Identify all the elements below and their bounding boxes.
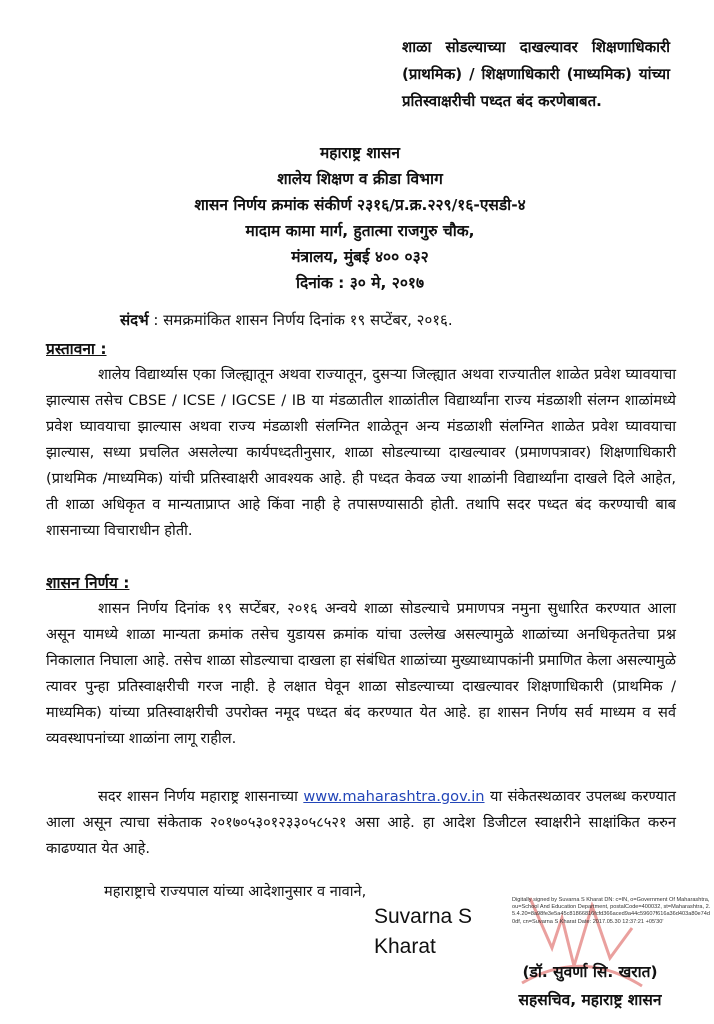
decision-para1-text: शासन निर्णय दिनांक १९ सप्टेंबर, २०१६ अन्वये शाळा सोडल्याचे प्रमाणपत्र नमुना सुधारित करण्यात आला असून यामध्ये शाळा मान्यता क्रमांक तसेच युडायस क्रमांक यांचा उल्लेख असल्यामुळे शाळांच्या अनधिकृततेचा प्रश्न निकालात निघाला आहे. तसेच शाळा सोडल्याचा दाखला हा संबंधित शाळांच्या मुख्याध्यापकांनी प्रमाणित केला असल्यामुळे त्यावर पुन्हा प्रतिस्वाक्षरीची गरज नाही. हे लक्षात घेवून शाळा सोडल्याच्या दाखल्यावर शिक्षणाधिकारी (प्राथमिक / माध्यमिक) यांच्या प्रतिस्वाक्षरीची उपरोक्त नमूद पध्दत बंद करण्यात येत आहे. हा शासन निर्णय सर्व माध्यम व सर्व व्यवस्थापनांच्या शाळांना लागू राहील. [46,600,676,747]
digital-signature-details: Digitally signed by Suvarna S Kharat DN: c=IN, o=Government Of Maharashtra, ou=School And Education Department, postalCode=400032, st=Maharashtra, 2.5.4.20=8a98fe3e5a45c81866816fcfd366aced9a44c59607f616a36d403a80e74d0df, cn=Suvarna S Kharat Date: 2017.05.30 12:37:21 +05'30' [512,897,711,925]
reference-text: : समक्रमांकित शासन निर्णय दिनांक १९ सप्टेंबर, २०१६. [148,311,453,329]
officer-designation: सहसचिव, महाराष्ट्र शासन [518,991,662,1009]
decision-paragraph-1 [46,596,676,752]
document-header [60,140,660,296]
officer-name: (डॉ. सुवर्णा सि. खरात) [522,963,658,981]
signature-name [374,902,472,962]
address-line-1: मादाम कामा मार्ग, हुतात्मा राजगुरु चौक, [245,222,475,240]
government-name: महाराष्ट्र शासन [320,144,400,162]
preamble-heading: प्रस्तावना : [46,340,107,358]
preamble-text: शालेय विद्यार्थ्यास एका जिल्ह्यातून अथवा राज्यातून, दुसऱ्या जिल्ह्यात अथवा राज्यातील शाळेत प्रवेश घ्यावयाचा झाल्यास तसेच CBSE / ICSE / IGCSE / IB या मंडळातील शाळांतील विद्यार्थ्यांना राज्य मंडळाशी संलग्न शाळांमध्ये प्रवेश घ्यावयाचा झाल्यास अथवा राज्य मंडळाशी संलग्नित शाळेतून अन्य मंडळाशी संलग्नित शाळेत प्रवेश घ्यावयाचा झाल्यास, सध्या प्रचलित असलेल्या कार्यपध्दतीनुसार, शाळा सोडल्याच्या दाखल्यावर (प्रमाणपत्रावर) शिक्षणाधिकारी (प्राथमिक /माध्यमिक) यांची प्रतिस्वाक्षरी आवश्यक आहे. ही पध्दत केवळ ज्या शाळांनी विद्यार्थ्यांना दाखले दिले आहेत, ती शाळा अधिकृत व मान्यताप्राप्त आहे किंवा नाही हे तपासण्यासाठी होती. तथापि सदर पध्दत बंद करण्याची बाब शासनाच्या विचाराधीन होती. [46,366,676,539]
closing-line: महाराष्ट्राचे राज्यपाल यांच्या आदेशानुसार व नावाने, [104,883,367,900]
website-link[interactable]: www.maharashtra.gov.in [303,788,485,805]
date-line: दिनांक : ३० मे, २०१७ [295,274,425,292]
decision-para2-before: सदर शासन निर्णय महाराष्ट्र शासनाच्या [98,788,304,805]
officer-block [490,958,690,1014]
signature-name-line-2: Kharat [374,935,436,958]
address-line-2: मंत्रालय, मुंबई ४०० ०३२ [291,248,429,266]
reference-label: संदर्भ [120,311,149,329]
reference-line [120,308,680,332]
preamble-paragraph [46,362,676,544]
decision-paragraph-2 [46,784,676,862]
signature-name-line-1: Suvarna S [374,905,473,928]
decision-heading: शासन निर्णय : [46,574,130,592]
gr-number: शासन निर्णय क्रमांक संकीर्ण २३१६/प्र.क्र.२२९/१६-एसडी-४ [194,196,526,214]
decision-para2-after: या संकेतस्थळावर उपलब्ध करण्यात आला असून त्याचा संकेताक २०१७०५३०१२३३०५८५२१ असा आहे. हा आदेश डिजीटल स्वाक्षरीने साक्षांकित करुन काढण्यात येत आहे. [46,788,676,857]
subject-line: शाळा सोडल्याच्या दाखल्यावर शिक्षणाधिकारी (प्राथमिक) / शिक्षणाधिकारी (माध्यमिक) यांच्या प्रतिस्वाक्षरीची पध्दत बंद करणेबाबत. [402,38,670,110]
department-name: शालेय शिक्षण व क्रीडा विभाग [277,170,443,188]
